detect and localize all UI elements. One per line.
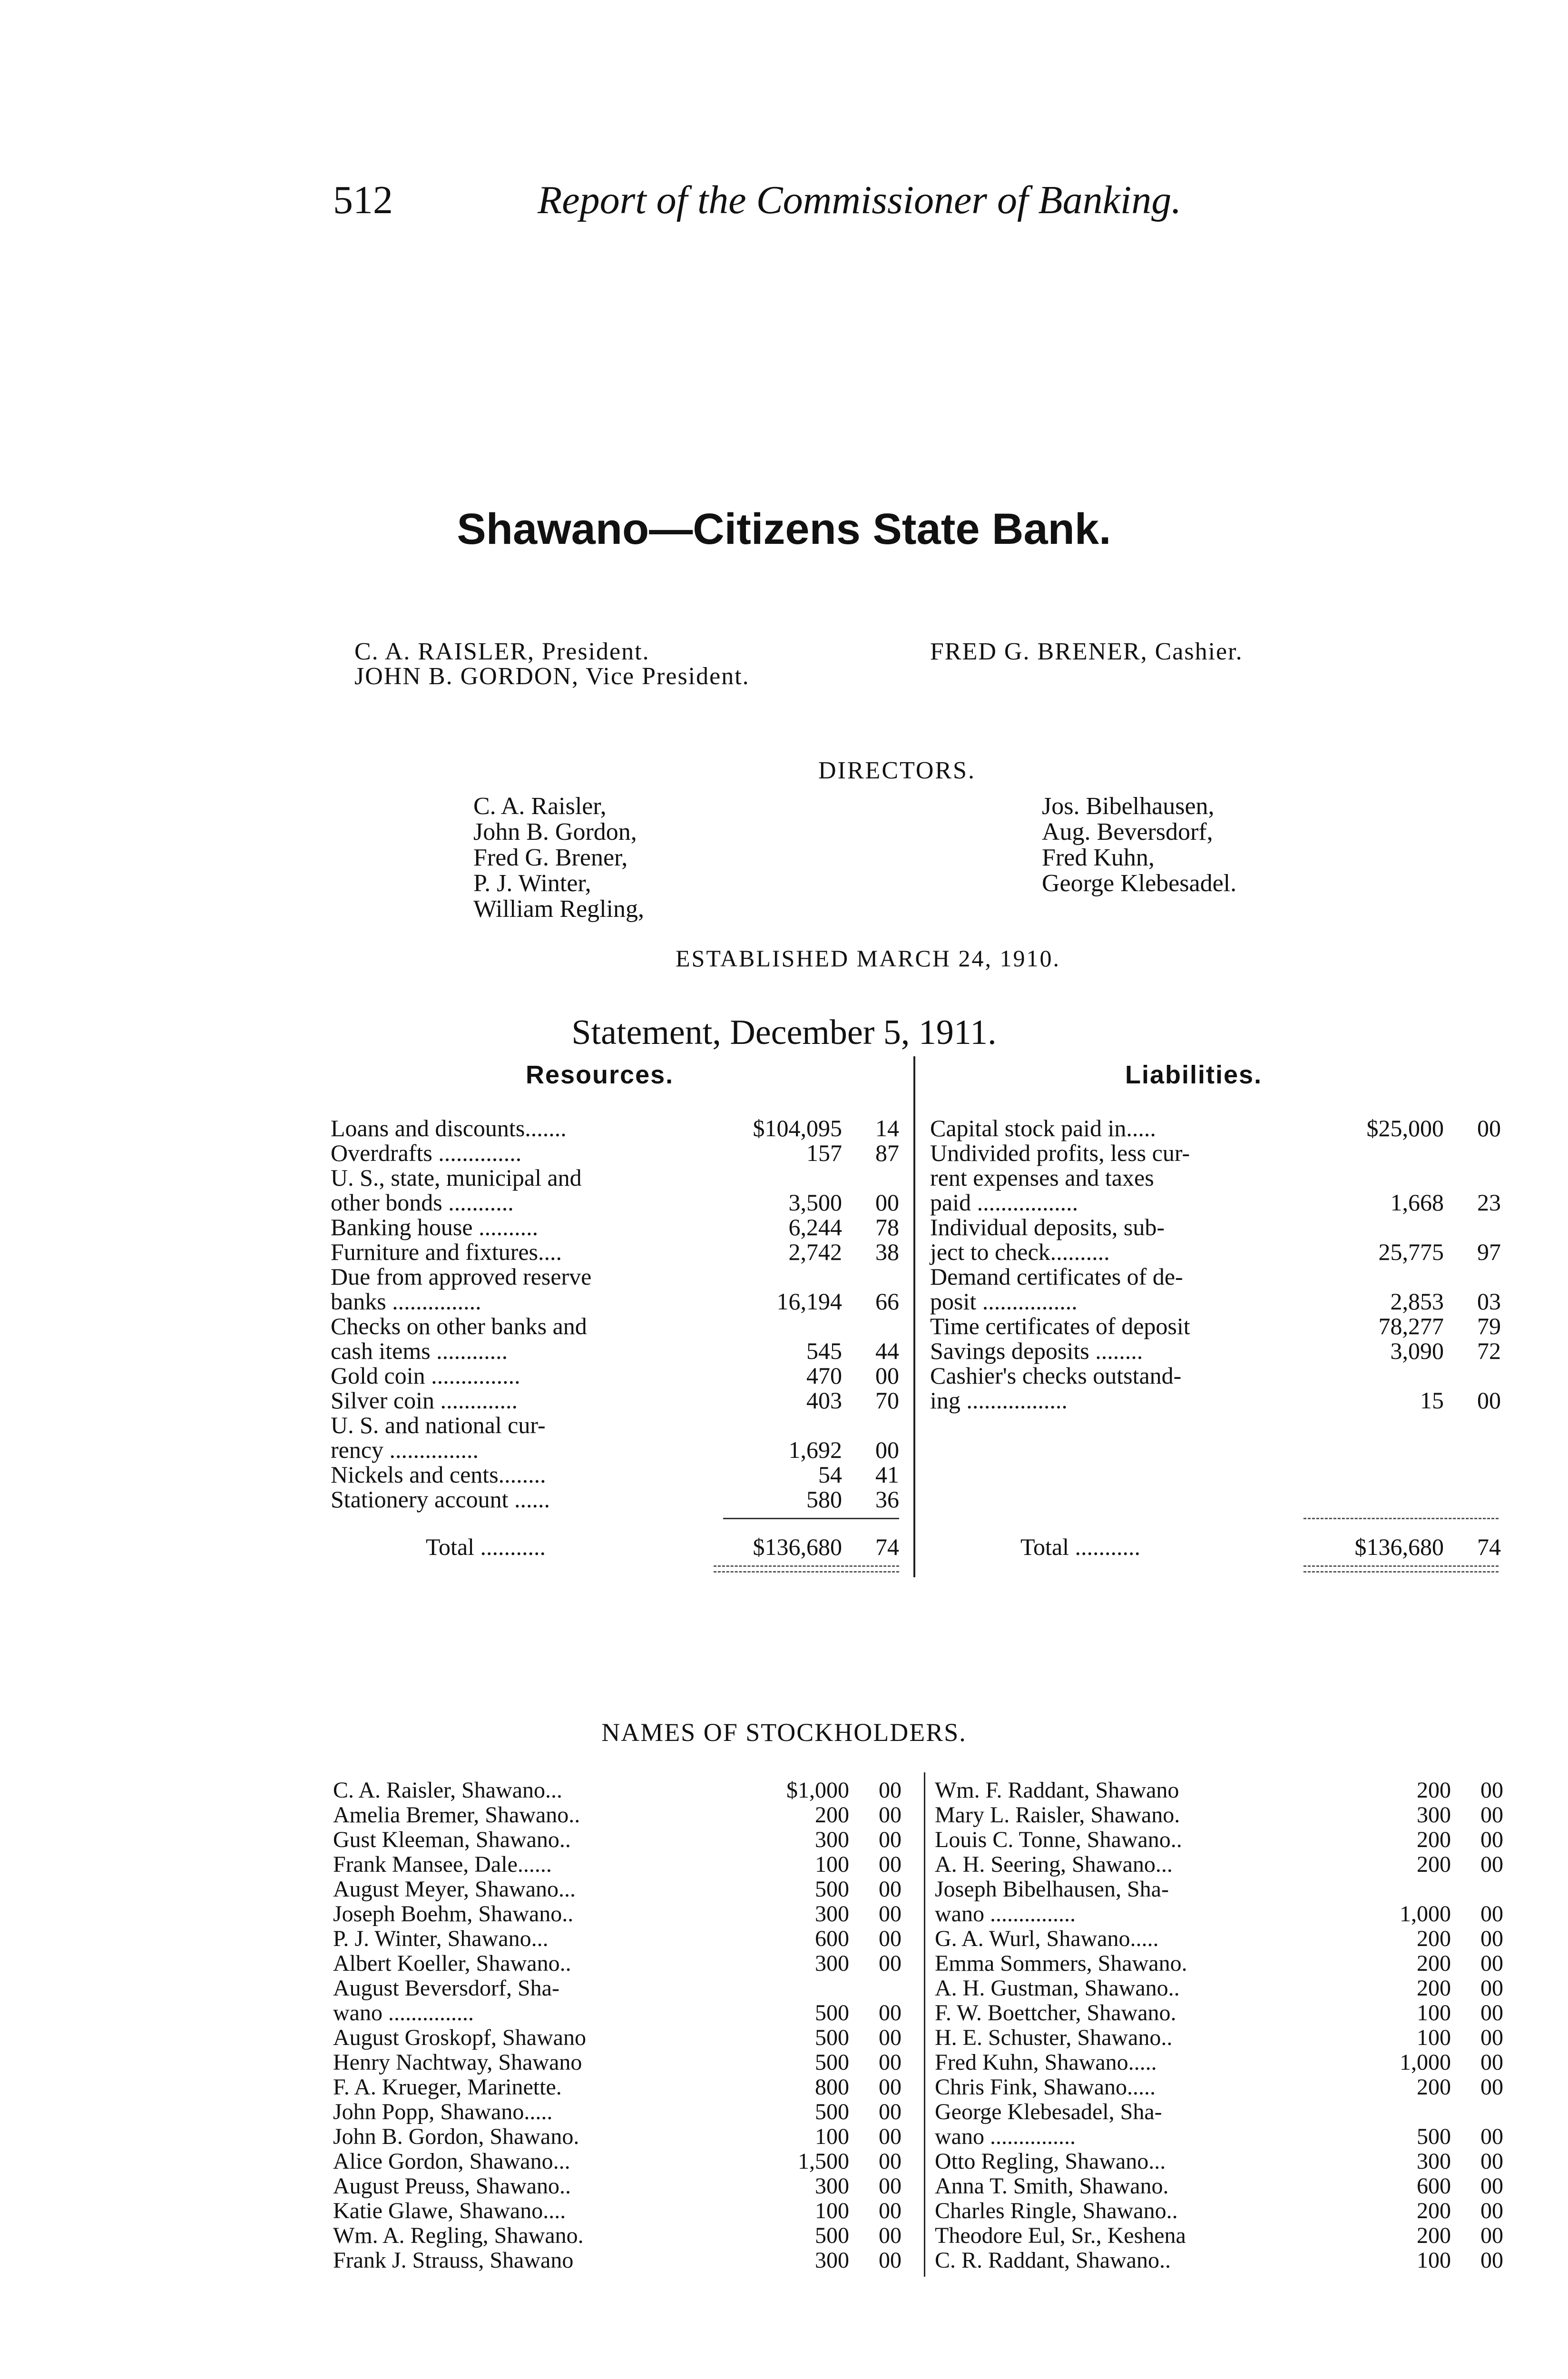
row-label: Demand certificates of de- bbox=[930, 1263, 1183, 1290]
stockholder-dollars: 100 bbox=[1417, 2248, 1451, 2273]
director-name: Fred Kuhn, bbox=[1042, 844, 1155, 871]
stockholder-dollars: 500 bbox=[815, 2050, 849, 2075]
stockholder-name: Henry Nachtway, Shawano bbox=[333, 2050, 582, 2075]
stockholder-row bbox=[333, 2000, 902, 2024]
stockholder-row bbox=[935, 1901, 1503, 1925]
row-cents: 38 bbox=[875, 1239, 899, 1265]
liability-row bbox=[930, 1337, 1501, 1364]
stockholder-name: Chris Fink, Shawano..... bbox=[935, 2074, 1156, 2100]
stockholder-name: wano ............... bbox=[935, 1901, 1076, 1927]
liability-row bbox=[930, 1189, 1501, 1216]
row-label: Checks on other banks and bbox=[331, 1313, 587, 1339]
row-label: ing ................. bbox=[930, 1387, 1068, 1414]
stockholder-row bbox=[333, 1901, 902, 1925]
resource-row bbox=[331, 1189, 899, 1216]
stockholder-cents: 00 bbox=[1480, 1976, 1503, 2001]
stockholder-row bbox=[935, 2074, 1503, 2098]
stockholder-cents: 00 bbox=[1480, 2025, 1503, 2050]
stockholder-cents: 00 bbox=[1480, 1802, 1503, 1828]
stockholder-cents: 00 bbox=[879, 1802, 902, 1828]
stockholder-dollars: 200 bbox=[1417, 2223, 1451, 2248]
stockholder-cents: 00 bbox=[1480, 2124, 1503, 2149]
liabilities-heading: Liabilities. bbox=[1125, 1061, 1263, 1089]
stockholder-cents: 00 bbox=[1480, 2173, 1503, 2199]
stockholder-cents: 00 bbox=[879, 1926, 902, 1951]
stockholder-cents: 00 bbox=[1480, 1852, 1503, 1877]
stockholder-row bbox=[333, 1975, 902, 1999]
stockholder-dollars: 500 bbox=[815, 2099, 849, 2124]
resource-row bbox=[331, 1411, 899, 1438]
row-label: other bonds ........... bbox=[331, 1189, 514, 1216]
stockholder-dollars: 200 bbox=[1417, 1951, 1451, 1976]
row-dollars: 545 bbox=[806, 1337, 842, 1364]
stockholder-dollars: 100 bbox=[815, 2198, 849, 2223]
resource-row bbox=[331, 1164, 899, 1191]
stockholder-name: Joseph Bibelhausen, Sha- bbox=[935, 1877, 1169, 1902]
stockholder-cents: 00 bbox=[1480, 2248, 1503, 2273]
liability-row bbox=[930, 1114, 1501, 1141]
row-cents: 44 bbox=[875, 1337, 899, 1364]
resource-row bbox=[331, 1337, 899, 1364]
row-label: Loans and discounts....... bbox=[331, 1115, 567, 1141]
bank-title: Shawano—Citizens State Bank. bbox=[457, 505, 1111, 553]
stockholder-cents: 00 bbox=[879, 1951, 902, 1976]
stockholder-cents: 00 bbox=[1480, 2223, 1503, 2248]
row-cents: 03 bbox=[1477, 1288, 1501, 1315]
stockholder-name: G. A. Wurl, Shawano..... bbox=[935, 1926, 1159, 1951]
row-label: U. S. and national cur- bbox=[331, 1412, 546, 1438]
row-cents: 41 bbox=[875, 1461, 899, 1488]
row-label: Nickels and cents........ bbox=[331, 1461, 546, 1488]
stockholder-row bbox=[935, 2198, 1503, 2222]
resource-row bbox=[331, 1485, 899, 1513]
director-name: Aug. Beversdorf, bbox=[1042, 818, 1213, 845]
row-cents: 00 bbox=[1477, 1387, 1501, 1414]
stockholder-row bbox=[935, 1827, 1503, 1850]
stockholder-row bbox=[333, 2123, 902, 2147]
stockholder-name: Wm. F. Raddant, Shawano bbox=[935, 1778, 1179, 1803]
row-label: Banking house .......... bbox=[331, 1214, 539, 1240]
stockholder-name: Amelia Bremer, Shawano.. bbox=[333, 1802, 580, 1828]
stockholder-name: C. A. Raisler, Shawano... bbox=[333, 1778, 563, 1803]
resource-row bbox=[331, 1263, 899, 1290]
stockholder-name: Albert Koeller, Shawano.. bbox=[333, 1951, 571, 1976]
stockholder-row bbox=[333, 1926, 902, 1949]
director-name: P. J. Winter, bbox=[473, 870, 591, 897]
row-label: Savings deposits ........ bbox=[930, 1337, 1143, 1364]
row-cents: 70 bbox=[875, 1387, 899, 1414]
row-label: Overdrafts .............. bbox=[331, 1140, 522, 1166]
stockholder-dollars: 200 bbox=[1417, 1778, 1451, 1803]
stockholder-name: Fred Kuhn, Shawano..... bbox=[935, 2050, 1157, 2075]
row-dollars: 54 bbox=[818, 1461, 842, 1488]
row-dollars: 1,668 bbox=[1390, 1189, 1444, 1216]
stockholder-dollars: 100 bbox=[815, 1852, 849, 1877]
stockholder-row bbox=[333, 2074, 902, 2098]
stockholder-row bbox=[935, 1802, 1503, 1826]
officer-vice-president: JOHN B. GORDON, Vice President. bbox=[354, 663, 750, 690]
row-label: Individual deposits, sub- bbox=[930, 1214, 1165, 1240]
stockholder-dollars: 500 bbox=[815, 2025, 849, 2050]
row-cents: 66 bbox=[875, 1288, 899, 1315]
row-label: cash items ............ bbox=[331, 1337, 508, 1364]
row-label: Gold coin ............... bbox=[331, 1362, 520, 1389]
stockholder-name: Theodore Eul, Sr., Keshena bbox=[935, 2223, 1186, 2248]
stockholder-row bbox=[935, 1876, 1503, 1900]
stockholder-row bbox=[333, 1802, 902, 1826]
row-dollars: 3,090 bbox=[1390, 1337, 1444, 1364]
stockholder-cents: 00 bbox=[1480, 2149, 1503, 2174]
established-date: ESTABLISHED MARCH 24, 1910. bbox=[676, 945, 1060, 972]
stockholder-name: August Preuss, Shawano.. bbox=[333, 2173, 571, 2199]
liability-row bbox=[930, 1139, 1501, 1166]
directors-heading: DIRECTORS. bbox=[818, 757, 976, 784]
stockholder-cents: 00 bbox=[1480, 2198, 1503, 2223]
stockholder-dollars: 300 bbox=[815, 2248, 849, 2273]
liabilities-total-row bbox=[930, 1533, 1501, 1560]
resources-double-rule bbox=[714, 1571, 899, 1573]
stockholder-cents: 00 bbox=[1480, 1901, 1503, 1927]
resource-row bbox=[331, 1288, 899, 1315]
stockholder-cents: 00 bbox=[879, 2074, 902, 2100]
page-header bbox=[333, 177, 1380, 229]
resource-row bbox=[331, 1461, 899, 1488]
row-dollars: 16,194 bbox=[776, 1288, 842, 1315]
row-cents: 97 bbox=[1477, 1239, 1501, 1265]
stockholder-name: John Popp, Shawano..... bbox=[333, 2099, 553, 2124]
row-label: Time certificates of deposit bbox=[930, 1313, 1190, 1339]
stockholder-row bbox=[333, 2247, 902, 2271]
row-dollars: 2,853 bbox=[1390, 1288, 1444, 1315]
stockholder-dollars: 300 bbox=[815, 2173, 849, 2199]
stockholder-cents: 00 bbox=[879, 1877, 902, 1902]
stockholder-row bbox=[935, 1975, 1503, 1999]
row-cents: 23 bbox=[1477, 1189, 1501, 1216]
stockholder-cents: 00 bbox=[879, 2173, 902, 2199]
stockholders-heading: NAMES OF STOCKHOLDERS. bbox=[601, 1718, 967, 1747]
director-name: George Klebesadel. bbox=[1042, 870, 1237, 897]
stockholder-row bbox=[333, 1851, 902, 1875]
stockholder-name: wano ............... bbox=[935, 2124, 1076, 2149]
stockholder-dollars: 1,000 bbox=[1400, 1901, 1451, 1927]
row-cents: 87 bbox=[875, 1140, 899, 1166]
resource-row bbox=[331, 1139, 899, 1166]
director-name: John B. Gordon, bbox=[473, 818, 637, 845]
row-dollars: 3,500 bbox=[788, 1189, 842, 1216]
stockholder-row bbox=[935, 1777, 1503, 1801]
row-cents: 14 bbox=[875, 1115, 899, 1141]
stockholder-name: Emma Sommers, Shawano. bbox=[935, 1951, 1187, 1976]
stockholder-cents: 00 bbox=[879, 2124, 902, 2149]
row-cents: 79 bbox=[1477, 1313, 1501, 1339]
director-name: Fred G. Brener, bbox=[473, 844, 628, 871]
stockholder-cents: 00 bbox=[879, 1778, 902, 1803]
row-dollars: 403 bbox=[806, 1387, 842, 1414]
resource-row bbox=[331, 1386, 899, 1414]
row-dollars: 15 bbox=[1420, 1387, 1444, 1414]
stockholder-row bbox=[935, 2148, 1503, 2172]
resource-row bbox=[331, 1312, 899, 1339]
liabilities-double-rule bbox=[1303, 1565, 1499, 1567]
stockholder-name: H. E. Schuster, Shawano.. bbox=[935, 2025, 1173, 2050]
row-cents: 36 bbox=[875, 1486, 899, 1513]
total-dollars: $136,680 bbox=[1354, 1534, 1444, 1560]
stockholder-dollars: 800 bbox=[815, 2074, 849, 2100]
stockholder-cents: 00 bbox=[879, 1901, 902, 1927]
stockholder-dollars: 200 bbox=[1417, 2074, 1451, 2100]
stockholder-cents: 00 bbox=[879, 1852, 902, 1877]
row-label: ject to check.......... bbox=[930, 1239, 1110, 1265]
stockholder-cents: 00 bbox=[879, 2000, 902, 2025]
directors-left-list bbox=[473, 794, 644, 922]
stockholder-row bbox=[333, 1777, 902, 1801]
stockholder-dollars: 200 bbox=[1417, 2198, 1451, 2223]
stockholder-cents: 00 bbox=[879, 2050, 902, 2075]
stockholder-dollars: 200 bbox=[1417, 1827, 1451, 1852]
stockholder-dollars: 1,500 bbox=[798, 2149, 849, 2174]
stockholder-row bbox=[935, 2123, 1503, 2147]
stockholder-row bbox=[935, 1950, 1503, 1974]
stockholder-cents: 00 bbox=[879, 2248, 902, 2273]
stockholder-cents: 00 bbox=[879, 2198, 902, 2223]
stockholder-name: Katie Glawe, Shawano.... bbox=[333, 2198, 566, 2223]
resource-row bbox=[331, 1213, 899, 1240]
row-label: Undivided profits, less cur- bbox=[930, 1140, 1190, 1166]
stockholder-name: George Klebesadel, Sha- bbox=[935, 2099, 1162, 2124]
row-dollars: 6,244 bbox=[788, 1214, 842, 1240]
row-cents: 00 bbox=[875, 1189, 899, 1216]
row-label: Capital stock paid in..... bbox=[930, 1115, 1156, 1141]
resource-row bbox=[331, 1114, 899, 1141]
stockholder-row bbox=[935, 2025, 1503, 2048]
stockholder-cents: 00 bbox=[1480, 1926, 1503, 1951]
stockholder-name: August Meyer, Shawano... bbox=[333, 1877, 576, 1902]
stockholder-cents: 00 bbox=[879, 2223, 902, 2248]
stockholder-name: A. H. Gustman, Shawano.. bbox=[935, 1976, 1180, 2001]
row-dollars: $25,000 bbox=[1366, 1115, 1444, 1141]
stockholder-row bbox=[935, 2000, 1503, 2024]
stockholder-dollars: 300 bbox=[1417, 1802, 1451, 1828]
liability-row bbox=[930, 1164, 1501, 1191]
stockholder-cents: 00 bbox=[879, 1827, 902, 1852]
directors-right-list bbox=[1042, 794, 1236, 896]
row-dollars: 580 bbox=[806, 1486, 842, 1513]
stockholder-dollars: 100 bbox=[1417, 2025, 1451, 2050]
stockholder-dollars: 500 bbox=[815, 2000, 849, 2025]
stockholder-dollars: 200 bbox=[815, 1802, 849, 1828]
row-cents: 00 bbox=[1477, 1115, 1501, 1141]
stockholder-name: C. R. Raddant, Shawano.. bbox=[935, 2248, 1171, 2273]
row-label: Furniture and fixtures.... bbox=[331, 1239, 562, 1265]
stockholder-name: Frank Mansee, Dale...... bbox=[333, 1852, 552, 1877]
stockholder-name: wano ............... bbox=[333, 2000, 474, 2025]
stockholder-name: Joseph Boehm, Shawano.. bbox=[333, 1901, 574, 1927]
stockholder-dollars: 100 bbox=[1417, 2000, 1451, 2025]
stockholder-row bbox=[333, 1827, 902, 1850]
stockholder-dollars: 300 bbox=[815, 1901, 849, 1927]
row-label: Due from approved reserve bbox=[331, 1263, 592, 1290]
stockholder-name: Louis C. Tonne, Shawano.. bbox=[935, 1827, 1182, 1852]
liability-row bbox=[930, 1238, 1501, 1265]
row-dollars: 78,277 bbox=[1378, 1313, 1444, 1339]
stockholder-name: Wm. A. Regling, Shawano. bbox=[333, 2223, 584, 2248]
stockholder-name: Anna T. Smith, Shawano. bbox=[935, 2173, 1169, 2199]
stockholder-dollars: 500 bbox=[815, 2223, 849, 2248]
stockholder-dollars: $1,000 bbox=[786, 1778, 849, 1803]
row-dollars: 25,775 bbox=[1378, 1239, 1444, 1265]
stockholder-name: John B. Gordon, Shawano. bbox=[333, 2124, 579, 2149]
stockholder-dollars: 200 bbox=[1417, 1852, 1451, 1877]
liability-row bbox=[930, 1312, 1501, 1339]
director-name: Jos. Bibelhausen, bbox=[1042, 793, 1215, 820]
row-cents: 00 bbox=[875, 1362, 899, 1389]
stockholder-cents: 00 bbox=[1480, 2074, 1503, 2100]
liabilities-subtotal-rule bbox=[1303, 1518, 1499, 1519]
stockholder-row bbox=[333, 1950, 902, 1974]
stockholder-row bbox=[333, 2049, 902, 2073]
row-label: Cashier's checks outstand- bbox=[930, 1362, 1182, 1389]
stockholder-name: August Beversdorf, Sha- bbox=[333, 1976, 559, 2001]
stockholder-row bbox=[935, 2173, 1503, 2197]
liability-row bbox=[930, 1288, 1501, 1315]
resource-row bbox=[331, 1362, 899, 1389]
statement-title: Statement, December 5, 1911. bbox=[571, 1013, 997, 1052]
officer-cashier: FRED G. BRENER, Cashier. bbox=[930, 638, 1243, 665]
row-dollars: 2,742 bbox=[788, 1239, 842, 1265]
officer-president: C. A. RAISLER, President. bbox=[354, 638, 650, 665]
stockholder-cents: 00 bbox=[879, 2149, 902, 2174]
row-dollars: 1,692 bbox=[788, 1436, 842, 1463]
stockholder-cents: 00 bbox=[879, 2099, 902, 2124]
director-name: William Regling, bbox=[473, 895, 644, 923]
resources-heading: Resources. bbox=[526, 1061, 674, 1089]
stockholder-row bbox=[333, 2198, 902, 2222]
stockholder-row bbox=[935, 2222, 1503, 2246]
row-label: U. S., state, municipal and bbox=[331, 1164, 582, 1191]
stockholder-row bbox=[935, 2049, 1503, 2073]
stockholder-name: A. H. Seering, Shawano... bbox=[935, 1852, 1173, 1877]
stockholder-row bbox=[935, 2247, 1503, 2271]
stockholder-name: P. J. Winter, Shawano... bbox=[333, 1926, 549, 1951]
liability-row bbox=[930, 1213, 1501, 1240]
stockholder-name: Mary L. Raisler, Shawano. bbox=[935, 1802, 1180, 1828]
stockholder-row bbox=[935, 2099, 1503, 2123]
row-label: paid ................. bbox=[930, 1189, 1078, 1216]
row-label: rent expenses and taxes bbox=[930, 1164, 1154, 1191]
total-label: Total ........... bbox=[426, 1534, 546, 1560]
stockholder-cents: 00 bbox=[1480, 1778, 1503, 1803]
stockholder-name: Frank J. Strauss, Shawano bbox=[333, 2248, 574, 2273]
liability-row bbox=[930, 1263, 1501, 1290]
stockholder-name: Alice Gordon, Shawano... bbox=[333, 2149, 570, 2174]
total-label: Total ........... bbox=[1020, 1534, 1141, 1560]
row-label: Stationery account ...... bbox=[331, 1486, 550, 1513]
stockholder-dollars: 1,000 bbox=[1400, 2050, 1451, 2075]
stockholder-dollars: 600 bbox=[815, 1926, 849, 1951]
row-cents: 00 bbox=[875, 1436, 899, 1463]
stockholder-row bbox=[935, 1926, 1503, 1949]
stockholder-row bbox=[333, 2173, 902, 2197]
resources-total-row bbox=[331, 1533, 899, 1560]
stockholder-name: Charles Ringle, Shawano.. bbox=[935, 2198, 1178, 2223]
stockholder-cents: 00 bbox=[879, 2025, 902, 2050]
resources-double-rule bbox=[714, 1565, 899, 1567]
row-label: Silver coin ............. bbox=[331, 1387, 518, 1414]
running-title: Report of the Commissioner of Banking. bbox=[538, 178, 1182, 222]
total-cents: 74 bbox=[1477, 1534, 1501, 1560]
director-name: C. A. Raisler, bbox=[473, 793, 607, 820]
row-label: posit ................ bbox=[930, 1288, 1078, 1315]
column-divider bbox=[913, 1056, 915, 1577]
stockholder-name: Gust Kleeman, Shawano.. bbox=[333, 1827, 571, 1852]
resources-subtotal-rule bbox=[723, 1518, 899, 1519]
stockholder-dollars: 300 bbox=[815, 1951, 849, 1976]
stockholder-cents: 00 bbox=[1480, 2000, 1503, 2025]
stockholders-divider bbox=[924, 1772, 925, 2277]
stockholder-row bbox=[935, 1851, 1503, 1875]
stockholder-row bbox=[333, 2222, 902, 2246]
stockholder-dollars: 300 bbox=[815, 1827, 849, 1852]
stockholder-cents: 00 bbox=[1480, 1827, 1503, 1852]
liabilities-double-rule bbox=[1303, 1571, 1499, 1573]
stockholder-dollars: 100 bbox=[815, 2124, 849, 2149]
row-cents: 72 bbox=[1477, 1337, 1501, 1364]
stockholder-dollars: 500 bbox=[815, 1877, 849, 1902]
stockholder-name: F. W. Boettcher, Shawano. bbox=[935, 2000, 1176, 2025]
row-dollars: 470 bbox=[806, 1362, 842, 1389]
liability-row bbox=[930, 1362, 1501, 1389]
resource-row bbox=[331, 1436, 899, 1463]
stockholder-name: F. A. Krueger, Marinette. bbox=[333, 2074, 562, 2100]
stockholder-name: August Groskopf, Shawano bbox=[333, 2025, 586, 2050]
stockholder-name: Otto Regling, Shawano... bbox=[935, 2149, 1166, 2174]
stockholder-dollars: 200 bbox=[1417, 1926, 1451, 1951]
stockholder-dollars: 200 bbox=[1417, 1976, 1451, 2001]
stockholder-dollars: 500 bbox=[1417, 2124, 1451, 2149]
stockholder-dollars: 300 bbox=[1417, 2149, 1451, 2174]
stockholder-row bbox=[333, 1876, 902, 1900]
row-label: rency ............... bbox=[331, 1436, 479, 1463]
stockholder-row bbox=[333, 2099, 902, 2123]
total-dollars: $136,680 bbox=[753, 1534, 842, 1560]
stockholder-row bbox=[333, 2148, 902, 2172]
liability-row bbox=[930, 1386, 1501, 1414]
stockholder-cents: 00 bbox=[1480, 1951, 1503, 1976]
stockholder-cents: 00 bbox=[1480, 2050, 1503, 2075]
row-label: banks ............... bbox=[331, 1288, 481, 1315]
total-cents: 74 bbox=[875, 1534, 899, 1560]
stockholder-dollars: 600 bbox=[1417, 2173, 1451, 2199]
row-cents: 78 bbox=[875, 1214, 899, 1240]
row-dollars: 157 bbox=[806, 1140, 842, 1166]
page-number: 512 bbox=[333, 178, 393, 222]
stockholder-row bbox=[333, 2025, 902, 2048]
row-dollars: $104,095 bbox=[753, 1115, 842, 1141]
resource-row bbox=[331, 1238, 899, 1265]
